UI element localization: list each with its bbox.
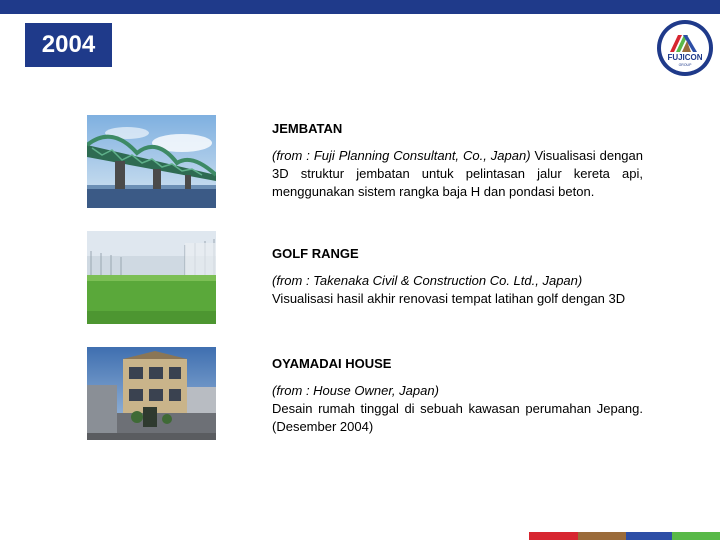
entry-source: (from : Takenaka Civil & Construction Co. Ltd., Japan) (272, 273, 583, 288)
svg-text:GROUP: GROUP (678, 63, 692, 67)
footer-bar-blue (626, 532, 672, 540)
entry-description (272, 147, 643, 201)
year-label: 2004 (41, 31, 96, 58)
entry-title: JEMBATAN (272, 121, 343, 136)
bridge-photo (87, 115, 216, 208)
entry-title: OYAMADAI HOUSE (272, 356, 392, 371)
fujicon-logo (656, 19, 714, 77)
entry-golf-range (272, 245, 643, 308)
top-header-bar (0, 0, 720, 14)
year-badge (25, 23, 112, 67)
entry-bridge (272, 120, 643, 201)
entry-house (272, 355, 643, 436)
footer-bar-brown (578, 532, 626, 540)
entry-source: (from : Fuji Planning Consultant, Co., Japan) (272, 148, 531, 163)
entry-source: (from : House Owner, Japan) (272, 383, 439, 398)
golf-range-photo (87, 231, 216, 324)
footer-bar-red (529, 532, 578, 540)
entry-description: Desain rumah tinggal di sebuah kawasan perumahan Jepang. (Desember 2004) (272, 401, 643, 434)
house-photo (87, 347, 216, 440)
entry-title: GOLF RANGE (272, 246, 359, 261)
entry-description-text: Visualisasi dengan 3D struktur jembatan untuk pelintasan jalur kereta api, menggunakan sistem rangka baja H dan pondasi beton. (272, 148, 643, 199)
footer-bar-green (672, 532, 720, 540)
svg-text:FUJICON: FUJICON (667, 53, 703, 62)
entry-description: Visualisasi hasil akhir renovasi tempat latihan golf dengan 3D (272, 291, 626, 306)
